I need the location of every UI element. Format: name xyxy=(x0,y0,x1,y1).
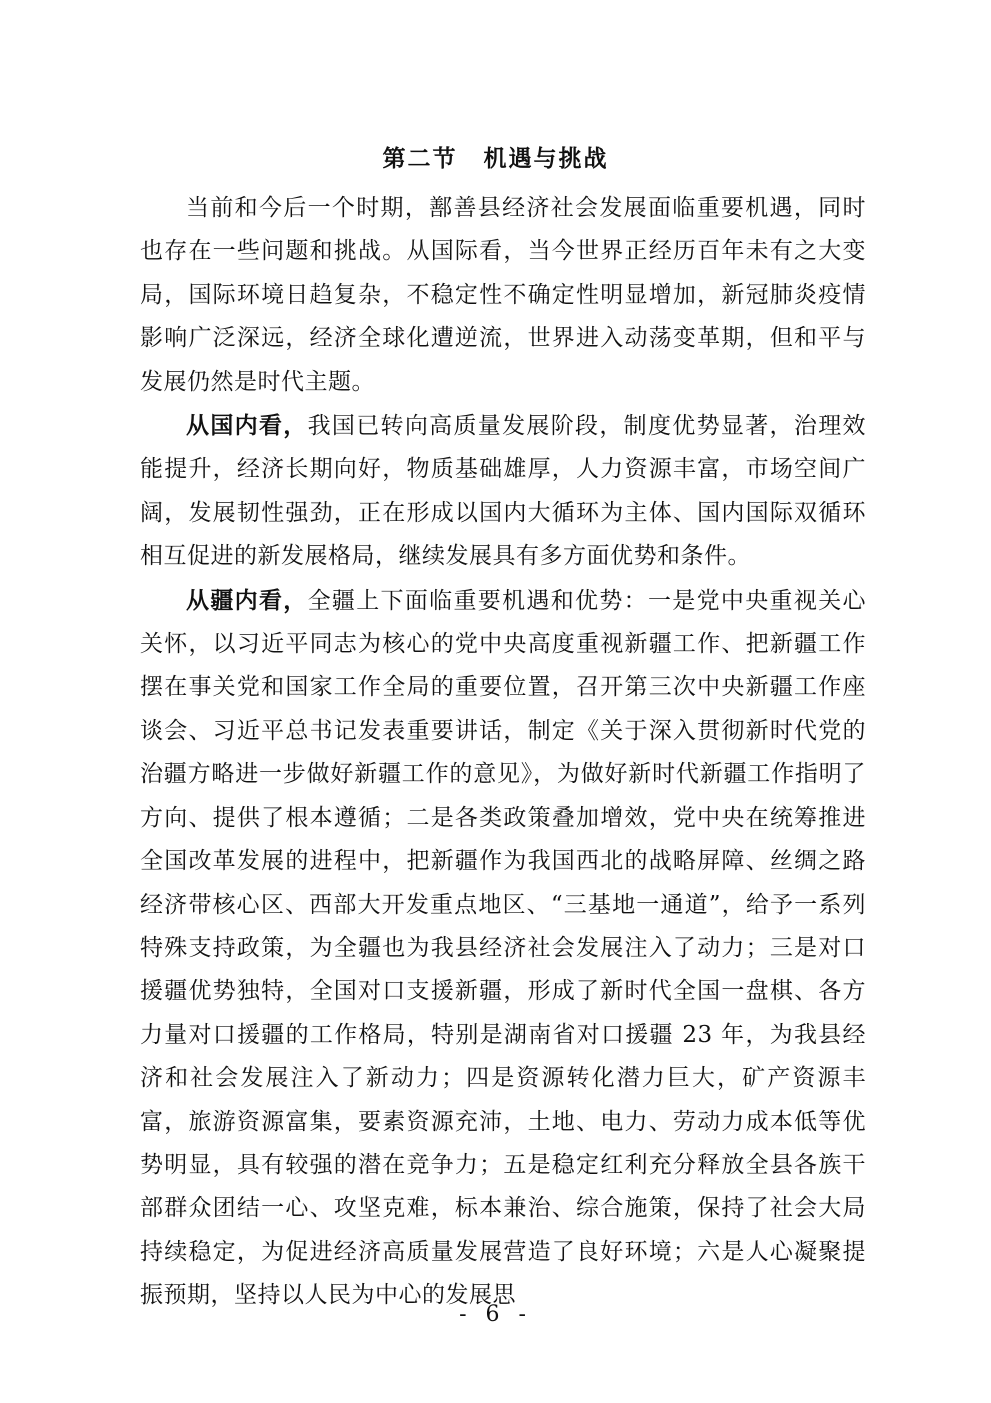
paragraph-domestic xyxy=(140,404,866,579)
body-text xyxy=(140,186,866,1318)
paragraph-lead: 从国内看， xyxy=(186,412,308,440)
paragraph-text: 当前和今后一个时期，鄯善县经济社会发展面临重要机遇，同时也存在一些问题和挑战。从国际看，当今世界正经历百年未有之大变局，国际环境日趋复杂，不稳定性不确定性明显增加，新冠肺炎疫情影响广泛深远，经济全球化遭逆流，世界进入动荡变革期，但和平与发展仍然是时代主题。 xyxy=(140,195,866,395)
section-title-text: 机遇与挑战 xyxy=(483,146,609,172)
section-heading xyxy=(0,140,991,173)
paragraph-text: 我国已转向高质量发展阶段，制度优势显著，治理效能提升，经济长期向好，物质基础雄厚，人力资源丰富，市场空间广阔，发展韧性强劲，正在形成以国内大循环为主体、国内国际双循环相互促进的新发展格局，继续发展具有多方面优势和条件。 xyxy=(140,413,867,570)
paragraph-xinjiang xyxy=(140,579,866,1318)
paragraph-international xyxy=(140,186,866,404)
page-number: - 6 - xyxy=(459,1302,532,1327)
section-label: 第二节 xyxy=(382,146,458,172)
paragraph-lead: 从疆内看， xyxy=(186,586,308,614)
paragraph-text: 全疆上下面临重要机遇和优势：一是党中央重视关心关怀，以习近平同志为核心的党中央高度重视新疆工作、把新疆工作摆在事关党和国家工作全局的重要位置，召开第三次中央新疆工作座谈会、习近平总书记发表重要讲话，制定《关于深入贯彻新时代党的治疆方略进一步做好新疆工作的意见》，为做好新时代新疆工作指明了方向、提供了根本遵循；二是各类政策叠加增效，党中央在统筹推进全国改革发展的进程中，把新疆作为我国西北的战略屏障、丝绸之路经济带核心区、西部大开发重点地区、“三基地一通道”，给予一系列特殊支持政策，为全疆也为我县经济社会发展注入了动力；三是对口援疆优势独特，全国对口支援新疆，形成了新时代全国一盘棋、各方力量对口援疆的工作格局，特别是湖南省对口援疆 23 年，为我县经济和社会发展注入了新动力；四是资源转化潜力巨大，矿产资源丰富，旅游资源富集，要素资源充沛，土地、电力、劳动力成本低等优势明显，具有较强的潜在竞争力；五是稳定红利充分释放全县各族干部群众团结一心、攻坚克难，标本兼治、综合施策，保持了社会大局持续稳定，为促进经济高质量发展营造了良好环境；六是人心凝聚提振预期，坚持以人民为中心的发展思 xyxy=(140,587,867,1309)
